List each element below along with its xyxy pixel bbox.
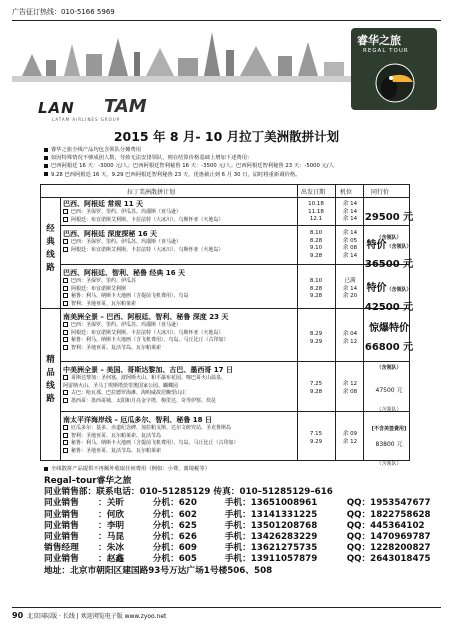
header-price: 同行价 xyxy=(371,189,390,196)
header-plan: 拉丁美洲散拼计划 xyxy=(127,189,176,196)
route-detail xyxy=(63,293,318,301)
route-detail-text: 巴西：圣保罗、里约、伊瓜苏 xyxy=(71,278,137,284)
category-premium xyxy=(41,308,61,461)
schedule-table xyxy=(40,184,414,467)
footnote-text: 全线散拼产品提供不再额外收取任何费用（例如：小费、离境税等） xyxy=(51,466,210,472)
note-item xyxy=(44,146,424,154)
bullet-icon xyxy=(44,164,48,168)
category-char: 典 xyxy=(46,237,55,247)
departure-date: 9.10 xyxy=(309,245,323,251)
category-char: 路 xyxy=(46,394,55,404)
route-detail xyxy=(63,322,318,330)
staff-role: 同业销售 xyxy=(44,520,79,531)
departure-date: 8.10 xyxy=(309,230,323,236)
staff-qq: QQ：1953547677 xyxy=(346,498,431,509)
staff-role: 同业销售 xyxy=(44,554,79,565)
page-number: 90 xyxy=(12,611,24,620)
route-detail xyxy=(63,217,318,225)
banner xyxy=(12,24,441,124)
seat-count: 余 05 xyxy=(342,237,358,244)
departure-date: 7.25 xyxy=(309,381,323,387)
departure-date: 8.28 xyxy=(309,237,323,244)
staff-ext: 分机：626 xyxy=(152,532,197,543)
route-detail xyxy=(63,345,318,353)
price-extra-note: [不含美签费用] xyxy=(371,426,407,432)
toucan-icon xyxy=(373,62,417,104)
sales-hotline: 同业销售部：联系电话：010–51285129 传真：010–51285129–616 xyxy=(44,487,333,498)
staff-row: 销售经理 ：朱冰 分机：609 手机：13621275735 QQ：1228200827 xyxy=(44,543,431,554)
route-detail xyxy=(63,425,318,433)
header-date: 出发日期 xyxy=(301,189,326,196)
route-title: 巴西、阿根廷 深度探秘 16 天 xyxy=(63,230,158,238)
staff-role: 同业销售 xyxy=(44,532,79,543)
route-detail-text: 阿根廷：布宜诺斯艾利斯、卡拉法特（大冰川）、乌斯怀亚（火地岛） xyxy=(71,216,224,223)
price-value: 47500 元 xyxy=(375,387,403,394)
staff-role: 同业销售 xyxy=(44,509,79,520)
staff-row: 同业销售 ：李明 分机：625 手机：13501208768 QQ：445364102 xyxy=(44,520,425,531)
route-title: 巴西、阿根廷、智利、秘鲁 经典 16 天 xyxy=(63,269,186,277)
route-detail xyxy=(63,383,318,391)
price-note: （含领队） xyxy=(376,235,402,241)
route-detail xyxy=(63,337,318,345)
route-detail-text: 秘鲁：利马、纳斯卡大地画（含提前飞机费用）、鸟岛、马丘比丘（古印加） xyxy=(71,440,239,446)
note-text: 9.28 巴西阿根廷 16 天、9.29 巴西阿根廷智利秘鲁 23 天，优惠截止到 6 月 30 日，届时将重新调价格。 xyxy=(51,171,301,178)
bullet-icon xyxy=(44,172,48,176)
notes xyxy=(44,146,424,179)
departure-date: 10.18 xyxy=(308,201,324,207)
staff-mobile: 手机：13621275735 xyxy=(224,543,318,554)
note-item xyxy=(44,162,424,170)
ad-hotline: 广告征订热线：010-5166 5969 xyxy=(12,8,115,16)
route-detail xyxy=(63,330,318,338)
route-detail-text: 阿根廷：布宜诺斯艾利斯、卡拉法特（大冰川）、乌斯怀亚（火地岛） xyxy=(71,329,224,336)
staff-ext: 分机：602 xyxy=(152,509,197,520)
contact-block xyxy=(44,476,431,577)
header-seats: 机位 xyxy=(340,189,353,196)
route-detail-text: 智利：圣地亚哥、瓦尔帕莱索 xyxy=(71,300,137,307)
table-header xyxy=(41,185,409,198)
note-item xyxy=(44,154,424,162)
company-name: Regal–tour睿华之旅 xyxy=(44,476,132,486)
bullet-icon xyxy=(44,156,48,160)
route-detail-text: 秘鲁：利马、纳斯卡大地画（含提前飞机费用）、鸟岛 xyxy=(71,293,189,299)
route-detail xyxy=(63,301,318,309)
seat-count: 余 14 xyxy=(342,208,358,215)
departure-date: 9.28 xyxy=(309,388,323,395)
seat-count: 余 12 xyxy=(342,338,358,345)
staff-ext: 分机：605 xyxy=(152,554,197,565)
route-detail xyxy=(63,433,318,441)
regal-tour-brand-cn: 睿华之旅 xyxy=(357,34,401,47)
staff-name: 何欣 xyxy=(106,509,125,520)
departure-date: 7.15 xyxy=(309,431,323,437)
footnote xyxy=(44,464,210,472)
bullet-icon xyxy=(44,148,48,152)
office-address: 地址：北京市朝阳区建国路93号万达广场1号楼506、508 xyxy=(44,565,273,576)
regal-tour-brand-en: REGAL TOUR xyxy=(363,48,409,54)
price-label: 特价 xyxy=(366,283,387,294)
departure-date: 8.29 xyxy=(309,331,323,337)
route-detail-text: 古巴：哈瓦那、巴拉德罗海滩、海明威故居瞭望山庄 xyxy=(71,390,187,396)
bullet-icon xyxy=(44,467,48,471)
route-detail-text: 厄瓜多尔：基多、赤道纪念碑、加拉帕戈斯、达尔文研究站、圣克鲁斯岛 xyxy=(71,425,232,431)
route-detail xyxy=(63,390,318,398)
route-detail xyxy=(63,375,318,383)
staff-qq: QQ：1470969787 xyxy=(346,532,431,543)
price-label: 惊爆特价 xyxy=(369,323,409,334)
col-divider xyxy=(335,185,336,460)
seat-count: 余 20 xyxy=(342,293,358,299)
category-char: 线 xyxy=(46,381,55,391)
route-detail-text: 哥斯达黎加：圣何塞、波阿斯火山、和平瀑布花园、喀巴哥火山温泉、 xyxy=(71,375,227,381)
seat-count: 余 08 xyxy=(342,245,358,251)
note-text: 睿华之旅全线产品均包含领队分摊费用 xyxy=(51,147,142,153)
row-divider xyxy=(41,308,409,309)
seat-count: 余 09 xyxy=(342,431,358,437)
staff-mobile: 手机：13501208768 xyxy=(224,520,318,531)
departure-date: 9.29 xyxy=(309,438,323,445)
airline-group-name: LATAM AIRLINES GROUP xyxy=(52,117,121,122)
staff-row: 同业销售 ：关昕 分机：620 手机：13651008961 QQ：1953547677 xyxy=(44,498,431,509)
seat-count: 余 14 xyxy=(342,285,358,292)
staff-ext: 分机：620 xyxy=(152,498,197,509)
staff-role: 销售经理 xyxy=(44,543,79,554)
route-detail-text: 阿根廷：布宜诺斯艾利斯 xyxy=(71,285,127,292)
price-note: （含领队） xyxy=(376,461,402,467)
route-detail xyxy=(63,247,318,255)
airline-tam-logo: TAM xyxy=(104,96,147,117)
category-char: 线 xyxy=(46,250,55,260)
row-divider xyxy=(61,264,409,265)
staff-role: 同业销售 xyxy=(44,498,79,509)
departure-date: 8.10 xyxy=(309,278,323,284)
staff-name: 马昆 xyxy=(106,532,125,543)
departure-date: 9.28 xyxy=(309,252,323,259)
route-detail-text: 秘鲁：利马、纳斯卡大地画（含飞机费用）、鸟岛、马丘比丘（古印加） xyxy=(71,337,229,343)
route-title: 南美洲全景 – 巴西、阿根廷、智利、秘鲁 深度 23 天 xyxy=(63,313,229,321)
page-title: 2015 年 8 月- 10 月拉丁美洲散拼计划 xyxy=(113,129,340,144)
landmark-skyline-illustration xyxy=(12,24,352,94)
seat-count: 余 14 xyxy=(342,252,358,259)
route-title: 南太平洋海岸线 – 厄瓜多尔、智利、秘鲁 18 日 xyxy=(63,416,212,424)
seat-count: 余 14 xyxy=(342,216,358,222)
route-detail-text: 阿根廷：布宜诺斯艾利斯、卡拉法特（大冰川）、乌斯怀亚（火地岛） xyxy=(71,246,224,253)
category-classic xyxy=(41,197,61,308)
note-item xyxy=(44,171,424,179)
price-note: （含领队） xyxy=(376,365,402,371)
top-rule xyxy=(12,20,441,21)
price-value: 66800 元 xyxy=(364,342,414,353)
route-detail-text: 巴西：圣保罗、里约、伊瓜苏、玛瑙斯（亚马逊） xyxy=(71,239,182,245)
price-value: 42500 元 xyxy=(364,302,414,313)
staff-name: 朱冰 xyxy=(106,543,125,554)
staff-mobile: 手机：13651008961 xyxy=(224,498,318,509)
staff-row: 同业销售 ：马昆 分机：626 手机：13426283229 QQ：1470969787 xyxy=(44,532,431,543)
route-detail-text: 智利：圣地亚哥、瓦尔帕莱索、复活节岛 xyxy=(71,432,162,439)
price-value: 36500 元 xyxy=(364,259,414,270)
price-label: 特价 xyxy=(366,240,387,251)
category-char: 经 xyxy=(46,224,55,234)
route-detail-text: 巴西：圣保罗、里约、伊瓜苏、玛瑙斯（亚马逊） xyxy=(71,322,182,328)
staff-ext: 分机：609 xyxy=(152,543,197,554)
route-title: 巴西、阿根廷 常规 11 天 xyxy=(63,200,144,208)
staff-name: 李明 xyxy=(106,520,125,531)
row-divider xyxy=(61,411,409,412)
departure-date: 9.29 xyxy=(309,338,323,345)
departure-date: 12.1 xyxy=(309,216,323,222)
route-detail xyxy=(63,286,318,294)
staff-qq: QQ：445364102 xyxy=(346,520,425,531)
staff-qq: QQ：1228200827 xyxy=(346,543,431,554)
regal-tour-logo xyxy=(351,28,437,110)
staff-row: 同业销售 ：何欣 分机：602 手机：13141331225 QQ：1822758628 xyxy=(44,509,431,520)
note-text: 如因特殊情况不够成团人数，导致无法安排领队，则在结算价格基础上增加下述费用： xyxy=(51,155,253,162)
seat-count: 余 08 xyxy=(342,388,358,395)
route-detail xyxy=(63,448,318,456)
staff-qq: QQ：2643018475 xyxy=(346,554,431,565)
airline-lan-logo: LAN xyxy=(38,99,75,117)
departure-date: 8.28 xyxy=(309,285,323,292)
category-char: 精 xyxy=(46,355,55,365)
departure-date: 9.28 xyxy=(309,293,323,299)
route-detail xyxy=(63,239,318,247)
staff-mobile: 手机：13141331225 xyxy=(224,509,318,520)
price-note: （含领队） xyxy=(386,287,412,293)
seat-count: 余 14 xyxy=(342,201,358,207)
departure-date: 11.18 xyxy=(308,208,324,215)
note-text: 巴西阿根廷 16 天：-3000 元/人；巴西阿根廷智利秘鲁 16 天：-3500 元/人；巴西阿根廷智利秘鲁 23 天：-5000 元/人 xyxy=(51,163,334,170)
route-detail-text: 阿雷纳火山、圣马丁埃斯塔茨里奥国家公园、蝴蝶园 xyxy=(63,382,179,389)
row-divider xyxy=(61,361,409,362)
bottom-rule xyxy=(12,607,441,608)
route-detail-text: 墨西哥：墨西哥城、太阳和月亮金字塔、梅里达、奇琴伊察、坎昆 xyxy=(71,397,217,404)
seat-count: 已满 xyxy=(344,278,356,284)
price-value: 83800 元 xyxy=(375,441,403,448)
route-detail-text: 巴西：圣保罗、里约、伊瓜苏、玛瑙斯（亚马逊） xyxy=(71,209,182,215)
seat-count: 余 12 xyxy=(342,438,358,445)
route-detail xyxy=(63,440,318,448)
price-value: 29500 元 xyxy=(364,212,414,223)
seat-count: 余 12 xyxy=(342,381,358,387)
category-char: 路 xyxy=(46,263,55,273)
route-detail xyxy=(63,209,318,217)
price-note: （含领队） xyxy=(376,407,402,413)
staff-name: 赵鑫 xyxy=(106,554,125,565)
row-divider xyxy=(61,225,409,226)
staff-mobile: 手机：13911057879 xyxy=(224,554,318,565)
page-footer xyxy=(12,611,166,620)
route-detail-text: 秘鲁：圣地亚哥、复活节岛、瓦尔帕莱索 xyxy=(71,447,162,454)
route-title: 中美洲全景 – 美国、哥斯达黎加、古巴、墨西哥 17 日 xyxy=(63,366,233,374)
seat-count: 余 14 xyxy=(342,230,358,236)
route-detail xyxy=(63,278,318,286)
staff-row: 同业销售 ：赵鑫 分机：605 手机：13911057879 QQ：2643018475 xyxy=(44,554,431,565)
staff-mobile: 手机：13426283229 xyxy=(224,532,318,543)
staff-name: 关昕 xyxy=(106,498,125,509)
staff-ext: 分机：625 xyxy=(152,520,197,531)
route-detail-text: 智利：圣地亚哥、复活节岛、瓦尔帕莱索 xyxy=(71,344,162,351)
footer-text: 北京国际版 · 长线 | 欢迎浏览电子版 www.zyoo.net xyxy=(27,613,167,620)
seat-count: 余 04 xyxy=(342,331,358,337)
price-note: （含领队） xyxy=(386,244,412,250)
category-char: 品 xyxy=(46,368,55,378)
route-detail xyxy=(63,398,318,406)
staff-qq: QQ：1822758628 xyxy=(346,509,431,520)
